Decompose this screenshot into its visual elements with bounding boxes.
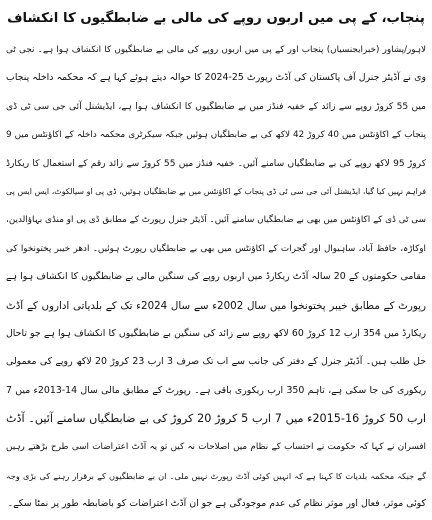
article-line: میں 55 کروڑ روپے سے زائد کے خفیہ فنڈز میں بے ضابطگیوں کا انکشاف ہوا ہے، ایڈیشنل آئی جی سی ٹی ڈی [6, 101, 426, 112]
article-line: ارب 50 کروڑ 16-2015ء میں 7 ارب 5 کروڑ 20 کروڑ کی بے ضابطگیاں سامنے آئیں۔ آڈٹ [6, 412, 426, 426]
article-line: مقامی حکومتوں کے 20 سالہ آڈٹ ریکارڈ میں اربوں روپے کی سنگین مالی بے ضابطگیوں کا انکشاف ہوا ہے [6, 271, 426, 283]
article-headline: پنجاب، کے پی میں اربوں روپے کی مالی بے ضابطگیوں کا انکشاف [7, 11, 425, 26]
article-line: ریکوری کی جا سکی ہے، تاہم 350 ارب ریکوری باقی ہے۔ رپورٹ کے مطابق مالی سال 14-2013ء میں 7 [6, 384, 426, 396]
article-line: ریکارڈ میں 354 ارب 12 کروڑ 60 لاکھ روپے سے زائد کی سنگین بے ضابطگیوں کا انکشاف ہوا ہے جو تاحال [6, 327, 426, 339]
article-line: وی نے آڈیٹر جنرل آف پاکستان کی آڈٹ رپورٹ 25-2024 کا حوالہ دیتے ہوئے کہا ہے کہ محکمہ داخلہ پنجاب [6, 72, 426, 84]
article-line: کوئی موثر، فعال اور موثر نظام کی عدم موجودگی ہے جو ان آڈٹ اعتراضات کو باضابطہ طور پر نمٹا سکے۔ [7, 498, 426, 510]
article-line: رپورٹ کے مطابق خیبر پختونخوا میں سال 2002ء سے سال 2024ء تک کے بلدیاتی اداروں کے آڈٹ [6, 299, 426, 312]
article-line: پنجاب کے اکاؤنٹس میں 40 کروڑ 42 لاکھ کی بے ضابطگیاں ہوئیں جبکہ سیکرٹری محکمہ داخلہ کے اکاؤنٹس میں 9 [6, 130, 426, 141]
article-line: فراہم نہیں کیا گیا، ایڈیشنل آئی جی سی ٹی ڈی پنجاب کے اکاؤنٹس میں بے ضابطگیاں ہوئیں، ڈی پی او سیالکوٹ، ایس ایس پی [6, 186, 426, 196]
article-line: اوکاڑہ، حافظ آباد، ساہیوال اور گجرات کے اکاؤنٹس میں بھی بے ضابطگیاں رپورٹ ہوئیں۔ ادھر خیبر پختونخوا کی [6, 243, 426, 254]
article-line: کروڑ 95 لاکھ روپے کی بے ضابطگیاں سامنے آئیں۔ خفیہ فنڈز میں 55 کروڑ سے زائد رقم کے استعمال کا ریکارڈ [6, 158, 426, 169]
news-article [6, 4, 426, 516]
article-line: سی ٹی ڈی کے اکاؤنٹس میں بھی بے ضابطگیاں سامنے آئیں۔ آڈیٹر جنرل رپورٹ کے مطابق ڈی پی او منڈی بہاؤالدین، [6, 215, 426, 226]
article-line: لاہور/پشاور (خبرایجنسیاں) پنجاب اور کے پی میں اربوں روپے کی مالی بے ضابطگیوں کا انکشاف ہوا ہے۔ نجی ٹی [6, 45, 426, 55]
article-line: افسران نے کہا کہ حکومت نے احتساب کے نظام میں اصلاحات نہ کیں تو یہ آڈٹ اعتراضات اسی طرح بڑھتے رہیں [6, 442, 426, 453]
article-line: حل طلب ہیں۔ آڈیٹر جنرل کے دفتر کی جانب سے اب تک صرف 3 ارب 23 کروڑ 20 لاکھ روپے کی معمولی [6, 356, 426, 368]
article-line: گے جبکہ محکمہ بلدیات کا کہنا ہے کہ انہیں کوئی آڈٹ رپورٹ نہیں ملی۔ ان بے ضابطگیوں کے برقرار رہنے کی بڑی وجہ [6, 470, 426, 481]
